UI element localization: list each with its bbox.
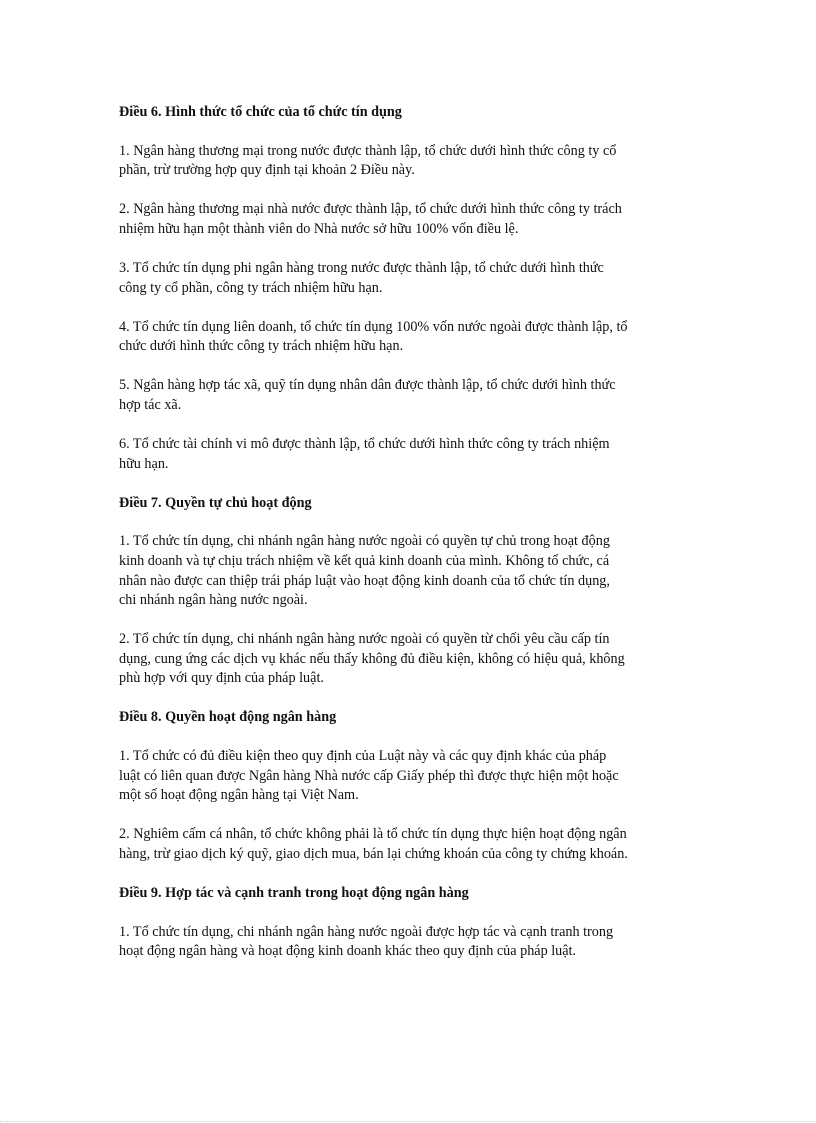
article-heading: Điều 6. Hình thức tổ chức của tổ chức tín dụng [119,104,402,120]
article-8 [119,708,699,864]
paragraph [119,200,699,239]
article-heading: Điều 8. Quyền hoạt động ngân hàng [119,709,337,726]
text-line: nhiệm hữu hạn một thành viên do Nhà nước sở hữu 100% vốn điều lệ. [119,220,519,237]
paragraph [119,923,699,962]
paragraph [119,747,699,806]
article-9 [119,884,699,962]
text-line: 1. Ngân hàng thương mại trong nước được thành lập, tổ chức dưới hình thức công ty cổ [119,142,617,159]
article-heading: Điều 7. Quyền tự chủ hoạt động [119,494,312,511]
paragraph [119,376,699,415]
text-line: một số hoạt động ngân hàng tại Việt Nam. [119,787,359,804]
article-heading: Điều 9. Hợp tác và cạnh tranh trong hoạt động ngân hàng [119,885,469,902]
article-6 [119,103,699,474]
paragraph [119,142,699,181]
document-page [119,103,699,981]
text-line: phù hợp với quy định của pháp luật. [119,670,324,687]
text-line: chức dưới hình thức công ty trách nhiệm hữu hạn. [119,338,404,355]
text-line: 5. Ngân hàng hợp tác xã, quỹ tín dụng nhân dân được thành lập, tổ chức dưới hình thức [119,377,616,394]
text-line: hàng, trừ giao dịch ký quỹ, giao dịch mua, bán lại chứng khoán của công ty chứng khoán. [119,845,628,862]
article-7 [119,494,699,689]
page-bottom-edge [0,1121,816,1122]
text-line: dụng, cung ứng các dịch vụ khác nếu thấy không đủ điều kiện, không có hiệu quả, không [119,650,625,667]
paragraph [119,259,699,298]
paragraph [119,318,699,357]
text-line: chi nhánh ngân hàng nước ngoài. [119,592,308,609]
paragraph [119,435,699,474]
text-line: hoạt động ngân hàng và hoạt động kinh doanh khác theo quy định của pháp luật. [119,943,577,960]
text-line: công ty cổ phần, công ty trách nhiệm hữu hạn. [119,279,383,296]
text-line: 1. Tổ chức tín dụng, chi nhánh ngân hàng nước ngoài có quyền tự chủ trong hoạt động [119,533,610,550]
text-line: phần, trừ trường hợp quy định tại khoản 2 Điều này. [119,162,415,179]
text-line: 2. Nghiêm cấm cá nhân, tổ chức không phải là tổ chức tín dụng thực hiện hoạt động ngân [119,826,627,843]
text-line: kinh doanh và tự chịu trách nhiệm về kết quả kinh doanh của mình. Không tổ chức, cá [119,552,610,569]
text-line: 1. Tổ chức tín dụng, chi nhánh ngân hàng nước ngoài được hợp tác và cạnh tranh trong [119,923,614,940]
paragraph [119,532,699,610]
text-line: hợp tác xã. [119,396,182,413]
text-line: 6. Tổ chức tài chính vi mô được thành lập, tổ chức dưới hình thức công ty trách nhiệm [119,436,610,453]
text-line: 2. Tổ chức tín dụng, chi nhánh ngân hàng nước ngoài có quyền từ chối yêu cầu cấp tín [119,631,610,648]
text-line: 1. Tổ chức có đủ điều kiện theo quy định của Luật này và các quy định khác của pháp [119,748,607,765]
text-line: nhân nào được can thiệp trái pháp luật vào hoạt động kinh doanh của tổ chức tín dụng, [119,572,610,589]
paragraph [119,630,699,689]
paragraph [119,825,699,864]
text-line: 3. Tổ chức tín dụng phi ngân hàng trong nước được thành lập, tổ chức dưới hình thức [119,259,604,276]
text-line: hữu hạn. [119,455,169,472]
text-line: 4. Tổ chức tín dụng liên doanh, tổ chức tín dụng 100% vốn nước ngoài được thành lập, tổ [119,318,628,335]
text-line: luật có liên quan được Ngân hàng Nhà nước cấp Giấy phép thì được thực hiện một hoặc [119,767,619,784]
text-line: 2. Ngân hàng thương mại nhà nước được thành lập, tổ chức dưới hình thức công ty trách [119,201,622,218]
